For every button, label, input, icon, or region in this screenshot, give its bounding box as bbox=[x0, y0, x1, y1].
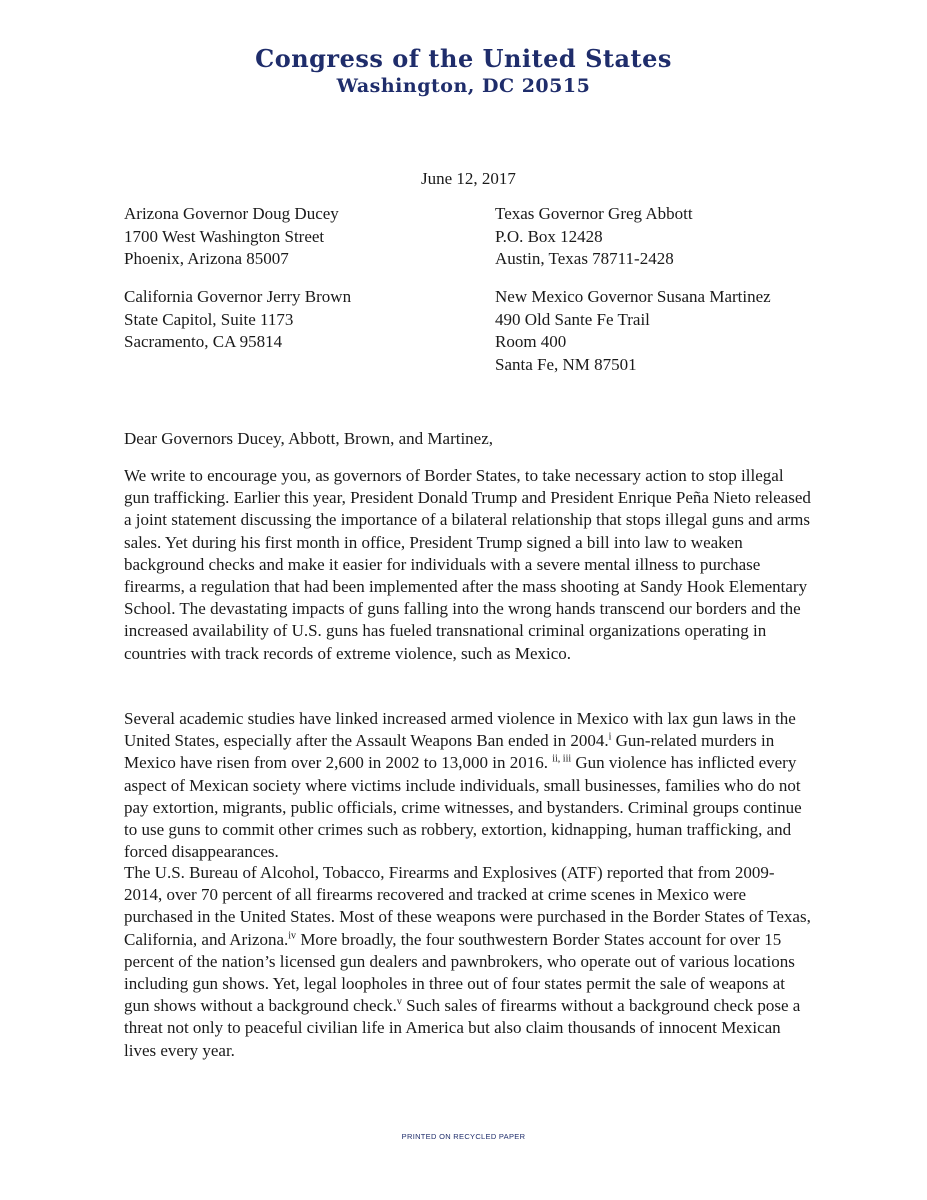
paragraph-text: Such sales of firearms without a background check pose a threat not only to peaceful civilian life in America but also claim thousands of innocent Mexican lives every year. bbox=[124, 996, 801, 1060]
footnote-marker: v bbox=[396, 996, 402, 1008]
paragraph-text: The U.S. Bureau of Alcohol, Tobacco, Firearms and Explosives (ATF) reported that from 2009-2014, over 70 percent of all firearms recovered and tracked at crime scenes in Mexico were purchased in the United States. Most of these weapons were purchased in the Border States of Texas, California, and Arizona. bbox=[124, 863, 811, 949]
footnote-marker: ii, iii bbox=[552, 753, 572, 765]
letter-date: June 12, 2017 bbox=[421, 169, 516, 188]
address-line: P.O. Box 12428 bbox=[495, 226, 603, 246]
address-line: California Governor Jerry Brown bbox=[124, 287, 352, 306]
recipient-california bbox=[124, 286, 351, 354]
address-line: 490 Old Sante Fe Trail bbox=[495, 309, 650, 329]
paragraph-3 bbox=[124, 862, 812, 1062]
address-line: New Mexico Governor Susana Martinez bbox=[495, 287, 771, 306]
address-line: Phoenix, Arizona 85007 bbox=[124, 249, 289, 268]
recipient-texas bbox=[495, 203, 693, 271]
address-line: State Capitol, Suite 1173 bbox=[124, 309, 294, 329]
letterhead bbox=[0, 44, 927, 98]
address-line: 1700 West Washington Street bbox=[124, 226, 325, 246]
address-line: Arizona Governor Doug Ducey bbox=[124, 204, 339, 223]
address-line: Sacramento, CA 95814 bbox=[124, 332, 283, 351]
paragraph-text: Gun violence has inflicted every aspect of Mexican society where victims include individuals, small businesses, families who do not pay extortion, migrants, public officials, crime witnesses, and bystanders. Criminal groups continue to use guns to commit other crimes such as robbery, extortion, kidnapping, human trafficking, and forced disappearances. bbox=[124, 753, 802, 862]
paragraph-text: More broadly, the four southwestern Border States account for over 15 percent of the nation’s licensed gun dealers and pawnbrokers, who operate out of various locations including gun shows. Yet, legal loopholes in three out of four states permit the sale of weapons at gun shows without a background check. bbox=[124, 929, 795, 1016]
letterhead-address: Washington, DC 20515 bbox=[336, 75, 591, 97]
recipient-new-mexico bbox=[495, 286, 771, 376]
address-line: Room 400 bbox=[495, 332, 567, 351]
paragraph-text: Several academic studies have linked increased armed violence in Mexico with lax gun laws in the United States, especially after the Assault Weapons Ban ended in 2004. bbox=[124, 709, 796, 751]
letterhead-title: Congress of the United States bbox=[255, 44, 672, 73]
recipient-arizona bbox=[124, 203, 339, 271]
paragraph-text: Gun-related murders in Mexico have risen from over 2,600 in 2002 to 13,000 in 2016. bbox=[124, 731, 775, 773]
salutation: Dear Governors Ducey, Abbott, Brown, and Martinez, bbox=[124, 429, 494, 448]
address-line: Texas Governor Greg Abbott bbox=[495, 204, 693, 223]
footnote-marker: iv bbox=[288, 929, 297, 941]
address-line: Santa Fe, NM 87501 bbox=[495, 354, 637, 374]
paragraph-2 bbox=[124, 708, 812, 863]
address-line: Austin, Texas 78711-2428 bbox=[495, 249, 674, 268]
footnote-marker: i bbox=[608, 731, 612, 743]
paragraph-1: We write to encourage you, as governors of Border States, to take necessary action to stop illegal gun trafficking. Earlier this year, President Donald Trump and President Enrique Peña Nieto released a joint statement discussing the importance of a bilateral relationship that stops illegal guns and arms sales. Yet during his first month in office, President Trump signed a bill into law to weaken background checks and make it easier for individuals with a severe mental illness to purchase firearms, a regulation that had been implemented after the mass shooting at Sandy Hook Elementary School. The devastating impacts of guns falling into the wrong hands transcend our borders and the increased availability of U.S. guns has fueled transnational criminal organizations operating in countries with track records of extreme violence, such as Mexico. bbox=[124, 466, 811, 663]
footer-recycled-paper: PRINTED ON RECYCLED PAPER bbox=[401, 1132, 526, 1141]
